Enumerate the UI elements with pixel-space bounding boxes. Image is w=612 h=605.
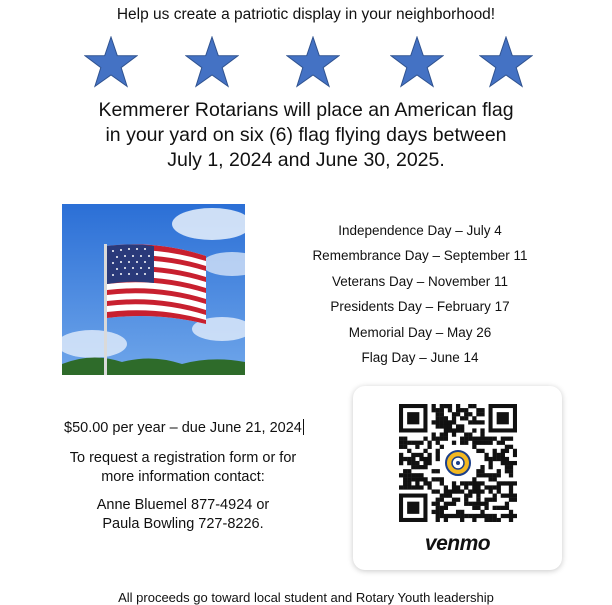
venmo-card[interactable] (353, 386, 562, 570)
flag-days-list (300, 220, 540, 372)
headline-line: Kemmerer Rotarians will place an American flag (98, 99, 514, 121)
venmo-logo: venmo (424, 532, 491, 555)
flag-day-item: Veterans Day – November 11 (331, 273, 509, 289)
flag-day-item: Flag Day – June 14 (361, 349, 479, 365)
american-flag-image (62, 204, 245, 375)
tagline: Help us create a patriotic display in your neighborhood! (116, 6, 496, 23)
contact-line: Anne Bluemel 877-4924 or (96, 497, 270, 513)
flag-day-item: Independence Day – July 4 (338, 223, 502, 238)
contact-line: more information contact: (101, 469, 265, 485)
rotary-wheel-icon (446, 451, 470, 475)
text-cursor (303, 419, 304, 435)
star-icon (84, 36, 138, 88)
contact-info (58, 449, 308, 534)
star-row (0, 36, 612, 88)
footer-text: All proceeds go toward local student and Rotary Youth leadership (118, 590, 494, 605)
star-icon (390, 36, 444, 88)
star-icon (185, 36, 239, 88)
american-flag-photo (62, 204, 245, 375)
price-text: $50.00 per year – due June 21, 2024 (64, 420, 302, 436)
headline-line: July 1, 2024 and June 30, 2025. (167, 149, 445, 171)
star-icon (286, 36, 340, 88)
price-line[interactable] (64, 419, 304, 436)
flag-day-item: Presidents Day – February 17 (330, 299, 510, 315)
flag-day-item: Memorial Day – May 26 (348, 324, 492, 340)
flag-day-item: Remembrance Day – September 11 (312, 248, 528, 264)
qr-code-icon[interactable] (399, 404, 517, 522)
headline-line: in your yard on six (6) flag flying days between (105, 124, 507, 146)
star-icon (479, 36, 533, 88)
headline (0, 98, 612, 173)
contact-line: To request a registration form or for (69, 450, 297, 466)
contact-line: Paula Bowling 727-8226. (102, 516, 264, 532)
